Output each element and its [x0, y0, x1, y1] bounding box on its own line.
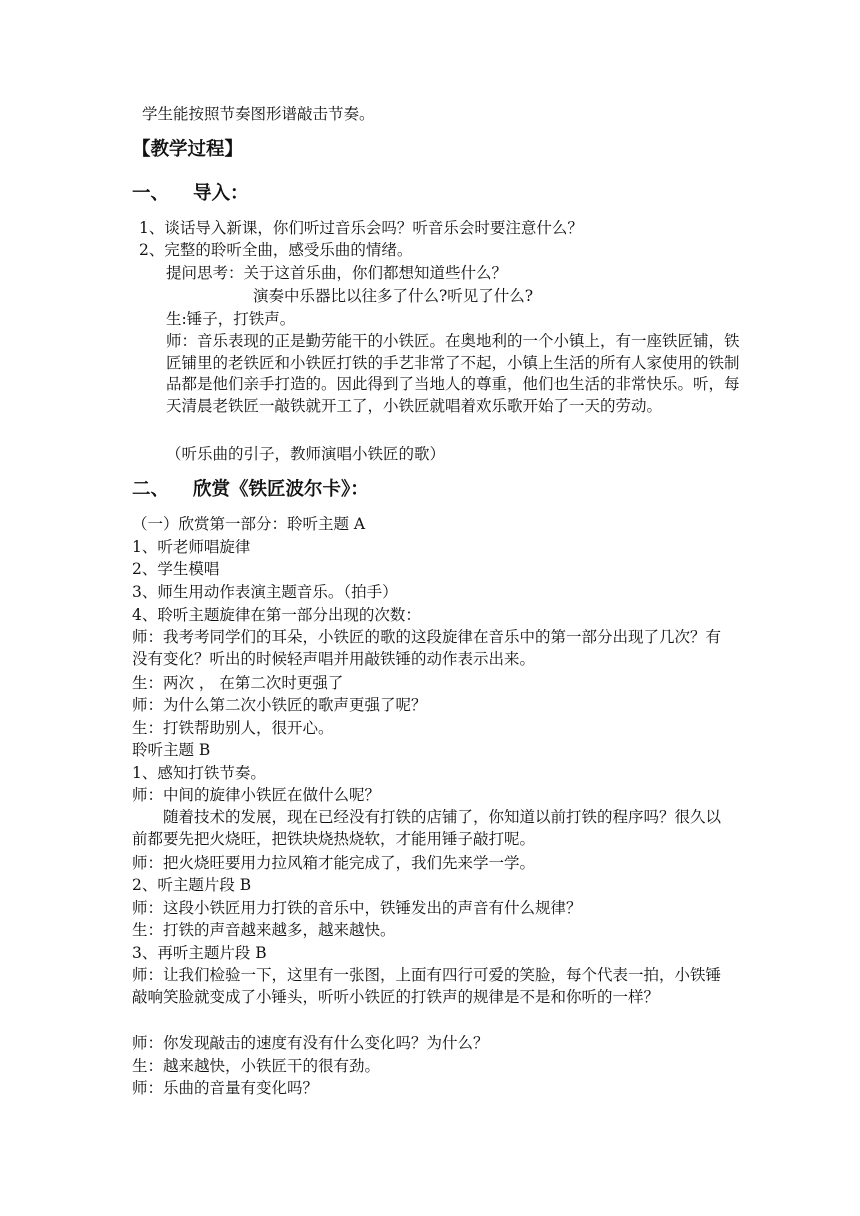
text-line: 2、学生模唱 [132, 560, 220, 578]
text-line: （听乐曲的引子，教师演唱小铁匠的歌） [166, 445, 446, 463]
text-line: 师：把火烧旺要用力拉风箱才能完成了，我们先来学一学。 [132, 854, 536, 872]
section-heading-teaching-process: 【教学过程】 [132, 139, 244, 160]
text-line: 1、感知打铁节奏。 [132, 764, 266, 782]
narrative-paragraph: 随着技术的发展，现在已经没有打铁的店铺了，你知道以前打铁的程序吗？很久以前都要先把火烧旺，把铁块烧热烧软，才能用锤子敲打呢。 [132, 808, 722, 848]
teacher-paragraph: 师：我考考同学们的耳朵，小铁匠的歌的这段旋律在音乐中的第一部分出现了几次？有没有变化？听出的时候轻声唱并用敲铁锤的动作表示出来。 [132, 628, 722, 668]
heading-introduction: 导入： [193, 183, 249, 204]
subsection-heading: 聆听主题 B [132, 741, 211, 759]
text-line: 1、听老师唱旋律 [132, 538, 251, 556]
text-line: 师：为什么第二次小铁匠的歌声更强了呢？ [132, 696, 427, 714]
subsection-heading: （一）欣赏第一部分：聆听主题 A [132, 515, 366, 533]
objective-line: 学生能按照节奏图形谱敲击节奏。 [142, 105, 375, 123]
text-line: 师：乐曲的音量有变化吗？ [132, 1079, 319, 1097]
text-line: 生：打铁帮助别人，很开心。 [132, 719, 334, 737]
text-line: 师：中间的旋律小铁匠在做什么呢？ [132, 786, 381, 804]
heading-number-1: 一、 [132, 183, 170, 204]
text-line: 4、聆听主题旋律在第一部分出现的次数： [132, 606, 421, 624]
text-line: 演奏中乐器比以往多了什么?听见了什么? [253, 287, 534, 305]
text-line: 1、谈话导入新课，你们听过音乐会吗？听音乐会时要注意什么？ [139, 219, 583, 237]
text-line: 2、完整的聆听全曲，感受乐曲的情绪。 [139, 241, 413, 259]
teacher-paragraph: 师：让我们检验一下，这里有一张图，上面有四行可爱的笑脸，每个代表一拍，小铁锤敲响笑脸就变成了小锤头，听听小铁匠的打铁声的规律是不是和你听的一样？ [132, 966, 722, 1006]
text-line: 2、听主题片段 B [132, 876, 252, 894]
text-line: 3、再听主题片段 B [132, 944, 267, 962]
text-line: 生：打铁的声音越来越多，越来越快。 [132, 921, 396, 939]
heading-appreciation: 欣赏《铁匠波尔卡》： [193, 479, 369, 500]
text-line: 生：两次 ， 在第二次时更强了 [132, 674, 344, 692]
heading-number-2: 二、 [132, 479, 170, 500]
text-line: 生:锤子，打铁声。 [166, 310, 296, 328]
text-line: 提问思考：关于这首乐曲，你们都想知道些什么？ [166, 264, 508, 282]
text-line: 3、师生用动作表演主题音乐。（拍手） [132, 583, 398, 601]
teacher-paragraph: 师：音乐表现的正是勤劳能干的小铁匠。在奥地利的一个小镇上，有一座铁匠铺，铁匠铺里的老铁匠和小铁匠打铁的手艺非常了不起，小镇上生活的所有人家使用的铁制品都是他们亲手打造的。因此得到了当地人的尊重，他们也生活的非常快乐。听，每天清晨老铁匠一敲铁就开工了，小铁匠就唱着欢乐歌开始了一天的劳动。 [166, 332, 740, 415]
text-line: 生：越来越快，小铁匠干的很有劲。 [132, 1057, 381, 1075]
text-line: 师：这段小铁匠用力打铁的音乐中，铁锤发出的声音有什么规律？ [132, 899, 582, 917]
text-line: 师：你发现敲击的速度有没有什么变化吗？为什么？ [132, 1034, 489, 1052]
